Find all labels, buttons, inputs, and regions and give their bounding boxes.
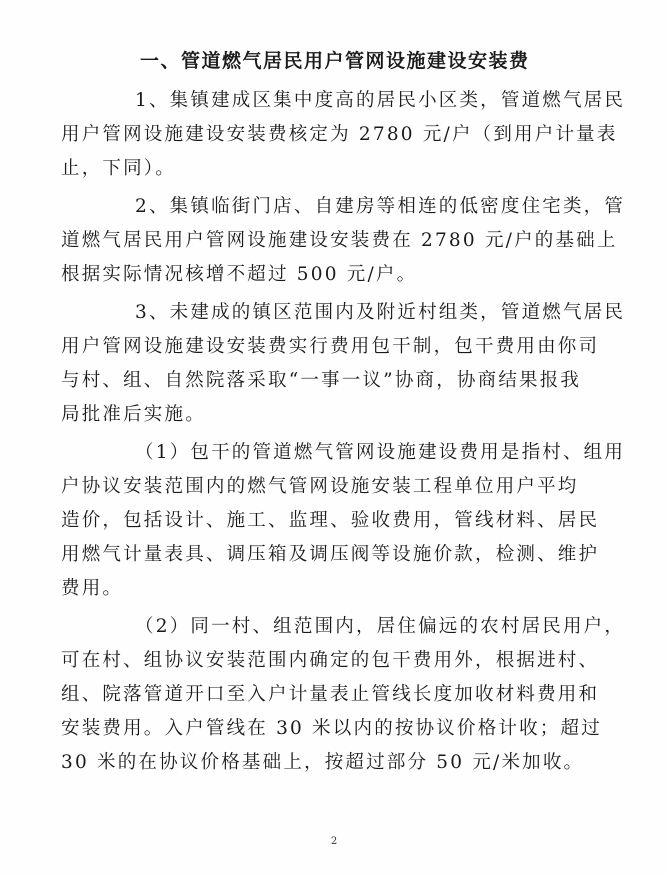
text-line: 费用。: [61, 578, 124, 599]
text-line: 与村、组、自然院落采取“一事一议”协商，协商结果报我: [61, 370, 582, 391]
paragraph-2: [61, 190, 626, 292]
text-line: 根据实际情况核增不超过 500 元/户。: [61, 264, 418, 285]
text-line: 1、集镇建成区集中度高的居民小区类，管道燃气居民: [135, 90, 626, 111]
text-line: 用户管网设施建设安装费核定为 2780 元/户（到用户计量表: [61, 124, 618, 145]
text-line: 用户管网设施建设安装费实行费用包干制，包干费用由你司: [61, 336, 600, 357]
text-line: 3、未建成的镇区范围内及附近村组类，管道燃气居民: [135, 302, 626, 323]
paragraph-5: [61, 610, 626, 780]
section-heading: 一、管道燃气居民用户管网设施建设安装费: [140, 50, 530, 72]
paragraph-3: [61, 296, 626, 432]
body-text: [61, 84, 626, 780]
text-line: （1）包干的管道燃气管网设施建设费用是指村、组用: [135, 442, 626, 463]
text-line: 安装费用。入户管线在 30 米以内的按协议价格计收；超过: [61, 718, 602, 739]
paragraph-4: [61, 436, 626, 606]
text-line: 造价，包括设计、施工、监理、验收费用，管线材料、居民: [61, 510, 600, 531]
text-line: 道燃气居民用户管网设施建设安装费在 2780 元/户的基础上: [61, 230, 618, 251]
text-line: 组、院落管道开口至入户计量表止管线长度加收材料费用和: [61, 684, 600, 705]
text-line: （2）同一村、组范围内，居住偏远的农村居民用户，: [135, 616, 626, 637]
text-line: 30 米的在协议价格基础上，按超过部分 50 元/米加收。: [61, 752, 585, 773]
text-line: 用燃气计量表具、调压箱及调压阀等设施价款，检测、维护: [61, 544, 600, 565]
text-line: 可在村、组协议安装范围内确定的包干费用外，根据进村、: [61, 650, 600, 671]
text-line: 局批准后实施。: [61, 404, 206, 425]
paragraph-1: [61, 84, 626, 186]
text-line: 止，下同）。: [61, 158, 176, 179]
text-line: 户协议安装范围内的燃气管网设施安装工程单位用户平均: [61, 476, 579, 497]
page-number: 2: [330, 836, 338, 847]
text-line: 2、集镇临街门店、自建房等相连的低密度住宅类，管: [135, 196, 626, 217]
